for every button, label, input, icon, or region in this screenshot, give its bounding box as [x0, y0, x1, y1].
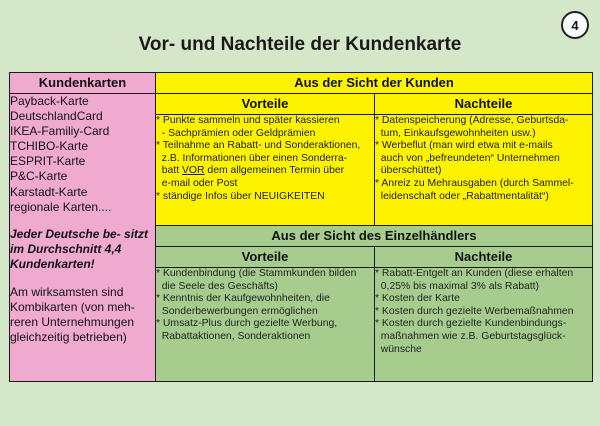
customer-pro-line: e-mail oder Post	[156, 177, 238, 189]
retailer-pro-line: die Seele des Geschäfts)	[156, 280, 278, 292]
customer-con-line: überschüttet)	[375, 165, 442, 177]
retailer-cons-header: Nachteile	[375, 247, 593, 268]
card-item: DeutschlandCard	[10, 109, 103, 124]
retailer-pros-list	[156, 268, 375, 382]
card-item: regionale Karten....	[10, 199, 112, 214]
card-item: TCHIBO-Karte	[10, 139, 89, 154]
cards-header: Kundenkarten	[10, 73, 156, 94]
combo-card-note: Am wirksamsten sind Kombikarten (von meh- reren Unternehmungen gleichzeitig betrieben)	[10, 285, 135, 345]
retailer-con-line: * Kosten der Karte	[375, 293, 460, 305]
underlined-vor: VOR	[182, 165, 205, 177]
card-item: ESPRIT-Karte	[10, 154, 86, 169]
retailer-con-line: wünsche	[375, 343, 422, 355]
highlight-statement: Jeder Deutsche be- sitzt im Durchschnitt 4,4 Kundenkarten!	[10, 226, 149, 271]
card-list	[10, 94, 155, 215]
customer-con-line: tum, Einkaufsgewohnheiten usw.)	[375, 127, 536, 139]
customer-pros-list	[156, 115, 375, 226]
retailer-con-line: * Kosten durch gezielte Kundenbindungs-	[375, 318, 567, 330]
retailer-pro-line: * Kundenbindung (die Stammkunden bilden	[156, 268, 357, 279]
customer-pro-line: z.B. Informationen über einen Sonderra-	[156, 152, 348, 164]
customer-con-line: * Datenspeicherung (Adresse, Geburtsda-	[375, 115, 569, 126]
customer-pro-line: * ständige Infos über NEUIGKEITEN	[156, 190, 325, 202]
cards-column	[10, 94, 156, 382]
customer-con-line: leidenschaft oder „Rabattmentalität“)	[375, 190, 549, 202]
page-title: Vor- und Nachteile der Kundenkarte	[138, 34, 462, 55]
retailer-con-line: * Kosten durch gezielte Werbemaßnahmen	[375, 305, 574, 317]
comparison-table	[9, 72, 593, 382]
customer-con-line: auch von „befreundeten“ Unternehmen	[375, 152, 560, 164]
customer-pro-line: * Punkte sammeln und später kassieren	[156, 115, 340, 126]
customer-pros-header: Vorteile	[156, 94, 375, 115]
page-number-badge: 4	[561, 11, 589, 39]
customer-pro-line: - Sachprämien oder Geldprämien	[156, 127, 316, 139]
card-item: P&C-Karte	[10, 169, 68, 184]
customer-pro-line: * Teilnahme an Rabatt- und Sonderaktionen,	[156, 140, 361, 152]
customer-con-line: * Werbeflut (man wird etwa mit e-mails	[375, 140, 553, 152]
customer-con-line: * Anreiz zu Mehrausgaben (durch Sammel-	[375, 177, 574, 189]
customer-cons-header: Nachteile	[375, 94, 593, 115]
retailer-pros-header: Vorteile	[156, 247, 375, 268]
retailer-con-line: * Rabatt-Entgelt an Kunden (diese erhalten	[375, 268, 574, 279]
customer-view-header: Aus der Sicht der Kunden	[156, 73, 593, 94]
card-item: Karstadt-Karte	[10, 184, 88, 199]
retailer-con-line: 0,25% bis maximal 3% als Rabatt)	[375, 280, 540, 292]
retailer-pro-line: Sonderbewerbungen ermöglichen	[156, 305, 318, 317]
customer-pro-line: batt VOR dem allgemeinen Termin über	[156, 165, 345, 177]
card-item: IKEA-Familiy-Card	[10, 124, 110, 139]
retailer-con-line: maßnahmen wie z.B. Geburtstagsglück-	[375, 330, 566, 342]
retailer-pro-line: * Kenntnis der Kaufgewohnheiten, die	[156, 293, 330, 305]
retailer-cons-list	[375, 268, 593, 382]
retailer-view-header: Aus der Sicht des Einzelhändlers	[156, 226, 593, 247]
retailer-pro-line: * Umsatz-Plus durch gezielte Werbung,	[156, 318, 338, 330]
customer-cons-list	[375, 115, 593, 226]
card-item: Payback-Karte	[10, 94, 89, 108]
retailer-pro-line: Rabattaktionen, Sonderaktionen	[156, 330, 311, 342]
